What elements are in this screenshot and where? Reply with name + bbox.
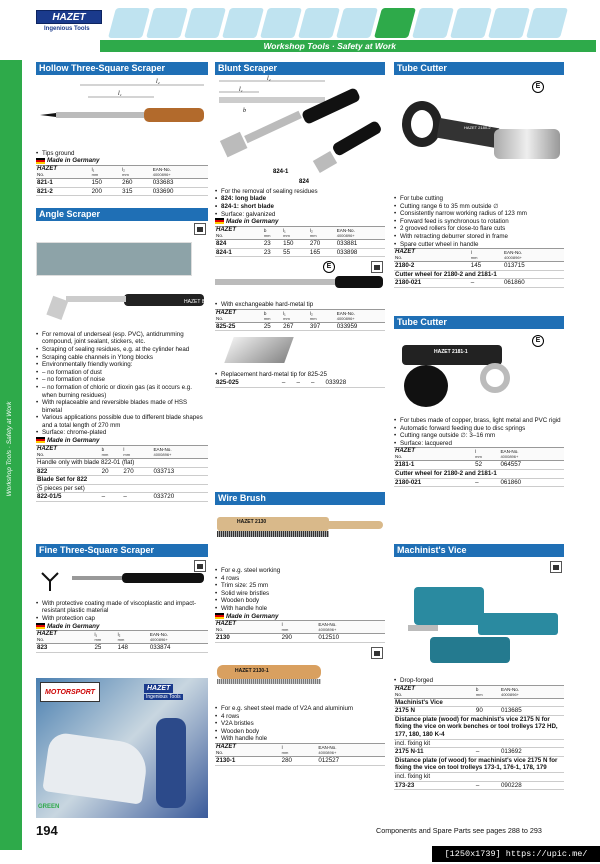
- e-mark-icon: E: [323, 261, 335, 273]
- wire-brush-section: [215, 492, 385, 766]
- feature-item: • Scraping of sealing residues, e.g. at the cylinder head: [36, 346, 208, 354]
- table-row: 824-1 23 55 165 033898: [215, 248, 385, 257]
- section-title: Tube Cutter: [394, 316, 564, 329]
- feature-item: • With handle hole: [215, 735, 385, 743]
- row-group-label: Cutter wheel for 2180-2 and 2181-1: [394, 270, 564, 279]
- feature-item: • Drop-forged: [394, 677, 564, 685]
- logo-text: HAZET: [36, 10, 102, 24]
- feature-item: • Surface: chrome-plated: [36, 429, 208, 437]
- row-group-label: Cutter wheel for 2180-2 and 2181-1: [394, 469, 564, 478]
- svg-text:l₂: l₂: [267, 76, 271, 82]
- feature-item: • Surface: lacquered: [394, 440, 564, 448]
- feature-item: • 2 grooved rollers for close-to flare cuts: [394, 225, 564, 233]
- page-number: 194: [36, 823, 58, 838]
- row-group-label: incl. fixing kit: [394, 739, 564, 748]
- table-row: 821-1 150 260 033683: [36, 179, 208, 188]
- wire-brush-image: HAZET 2130: [215, 505, 385, 567]
- row-group-label: Distance plate (of wood) for machinist's vice 2175 N for fixing the vice on tool trolleys 173-1, 176-1, 178, 179: [394, 756, 564, 772]
- table-row: 2130 290 012510: [215, 634, 385, 643]
- category-tab-icon[interactable]: [222, 8, 264, 38]
- made-in-germany: Made in Germany: [36, 623, 208, 631]
- feature-item: • Spare cutter wheel in handle: [394, 241, 564, 249]
- tube-cutter-image-1: E HAZET 2180-2: [394, 75, 564, 195]
- category-tab-icon[interactable]: [450, 8, 492, 38]
- row-group-label: Blade Set for 822: [36, 476, 208, 485]
- blunt-scraper-image: [215, 75, 385, 185]
- feature-item: • With protective coating made of viscoplastic and impact-resistant plastic material: [36, 600, 208, 615]
- blister-pack-icon: [371, 261, 383, 273]
- spec-table: HAZET No. l mm EAN-No. 4000896+ 2130-1 280 012527: [215, 743, 385, 766]
- tube-cutter-section-2: [394, 316, 564, 487]
- table-row: 2180-021 – 061860: [394, 478, 564, 487]
- section-title: Fine Three-Square Scraper: [36, 544, 208, 557]
- blister-pack-icon: [194, 223, 206, 235]
- sidebar-text: Workshop Tools · Safety at Work: [6, 401, 13, 497]
- table-row: 173-23 – 090228: [394, 781, 564, 790]
- feature-item: • Environmentally friendly working:: [36, 361, 208, 369]
- watermark: [1250x1739] https://upic.me/: [432, 846, 600, 862]
- section-title: Wire Brush: [215, 492, 385, 505]
- logo-subtitle: Ingenious Tools: [44, 26, 90, 32]
- feature-item: • Tips ground: [36, 150, 208, 158]
- motorsport-partner-logo: MOTORSPORT: [40, 682, 100, 702]
- category-tab-icon[interactable]: [260, 8, 302, 38]
- feature-item: • 824: long blade: [215, 195, 385, 203]
- svg-text:824-1: 824-1: [273, 169, 289, 175]
- feature-item: • Consistently narrow working radius of 123 mm: [394, 210, 564, 218]
- feature-list: [215, 567, 385, 613]
- table-row: 2175 N 90 013685: [394, 707, 564, 716]
- blister-pack-icon: [194, 560, 206, 572]
- table-row: 2181-1 52 064557: [394, 461, 564, 470]
- blister-pack-icon: [550, 561, 562, 573]
- spec-table: HAZET No. l mm EAN-No. 4000896+ 2180-2 145 013715 Cutter wheel for 2180-2 and 2181-1 2180-021 – 061860: [394, 248, 564, 288]
- fine-scraper-image: [36, 557, 208, 597]
- table-row: 2180-021 – 061860: [394, 279, 564, 288]
- hard-metal-tip-image: [215, 331, 385, 371]
- table-row: 824 23 150 270 033881: [215, 239, 385, 248]
- header-title: Workshop Tools · Safety at Work: [263, 41, 396, 51]
- feature-item: • Cutting range outside ∅: 3–16 mm: [394, 432, 564, 440]
- svg-text:l₁: l₁: [239, 87, 243, 93]
- table-row: 825-025 – – – 033928: [215, 379, 385, 387]
- feature-item: • Cutting range 6 to 35 mm outside ∅: [394, 203, 564, 211]
- spec-table: HAZET No. l₁ mm l₂ mm EAN-No. 4000896+ 823 25 148 033874: [36, 630, 208, 653]
- feature-item: • With protection cap: [36, 615, 208, 623]
- feature-list: [215, 705, 385, 743]
- hollow-scraper-section: [36, 62, 208, 196]
- feature-item: • Replacement hard-metal tip for 825-25: [215, 371, 385, 379]
- category-tab-icon[interactable]: [184, 8, 226, 38]
- feature-item: • V2A bristles: [215, 720, 385, 728]
- feature-list: [394, 417, 564, 447]
- feature-item: • With exchangeable hard-metal tip: [215, 301, 385, 309]
- row-group-label: incl. fixing kit: [394, 772, 564, 781]
- made-in-germany: Made in Germany: [36, 157, 208, 165]
- category-tab-active[interactable]: [374, 8, 416, 38]
- svg-text:l₂: l₂: [156, 79, 160, 85]
- feature-item: • With retracting deburrer stored in frame: [394, 233, 564, 241]
- category-tab-icon[interactable]: [412, 8, 454, 38]
- feature-item: • Surface: galvanized: [215, 211, 385, 219]
- feature-item: • 824-1: short blade: [215, 203, 385, 211]
- feature-item: • 4 rows: [215, 575, 385, 583]
- feature-item: • Wooden body: [215, 728, 385, 736]
- tube-cutter-section-1: [394, 62, 564, 288]
- row-group-label: Machinist's Vice: [394, 698, 564, 707]
- category-tab-icon[interactable]: [488, 8, 530, 38]
- feature-item: • For tubes made of copper, brass, light metal and PVC rigid: [394, 417, 564, 425]
- spec-table: HAZET No. l₁ mm l₂ mm EAN-No. 4000896+ 821-1 150 260 033683 821-2 200 315 033690: [36, 165, 208, 196]
- section-title: Machinist's Vice: [394, 544, 564, 557]
- feature-subitem: • – no formation of noise: [36, 376, 208, 384]
- table-row: 822-01/5 – – 033720: [36, 493, 208, 502]
- blister-pack-icon: [371, 647, 383, 659]
- category-tab-icon[interactable]: [526, 8, 568, 38]
- feature-item: • With handle hole: [215, 605, 385, 613]
- category-tab-icon[interactable]: [108, 8, 150, 38]
- feature-item: • For e.g. steel working: [215, 567, 385, 575]
- table-row: 823 25 148 033874: [36, 644, 208, 653]
- hazet-badge: HAZET Ingenious Tools: [146, 685, 181, 700]
- feature-item: • For removal of underseal (esp. PVC), antidrumming compound, joint sealant, stickers, etc.: [36, 331, 208, 346]
- feature-item: • With replaceable and reversible blades made of HSS bimetal: [36, 399, 208, 414]
- feature-item: • For tube cutting: [394, 195, 564, 203]
- section-title: Tube Cutter: [394, 62, 564, 75]
- feature-list: [36, 331, 208, 437]
- feature-item: • Various applications possible due to different blade shapes and a total length of 270 mm: [36, 414, 208, 429]
- feature-item: • Trim size: 25 mm: [215, 582, 385, 590]
- spec-table: HAZET No. b mm l mm EAN-No. 4000896+ Handle only with blade 822-01 (flat) 822 20 270 033713 Blade Set for 822 (5 pieces per set) 822-01/5 – – 033720: [36, 445, 208, 502]
- table-row: 2130-1 280 012527: [215, 756, 385, 765]
- made-in-germany: Made in Germany: [215, 613, 385, 621]
- feature-list: [215, 188, 385, 218]
- row-group-label: Distance plate (wood) for machinist's vice 2175 N for fixing the vice on work benches or tool trolleys 172 HD, 177, 180, 180 K-4: [394, 715, 564, 739]
- feature-list: [36, 600, 208, 623]
- angle-scraper-section: [36, 208, 208, 502]
- hazet-logo: [36, 10, 106, 36]
- wire-brush-image-2: HAZET 2130-1: [215, 643, 385, 705]
- table-row: 2180-2 145 013715: [394, 262, 564, 271]
- feature-item: • For e.g. sheet steel made of V2A and aluminium: [215, 705, 385, 713]
- table-row: 825-25 25 267 397 033959: [215, 322, 385, 331]
- footer-reference: Components and Spare Parts see pages 288 to 293: [376, 826, 542, 835]
- row-group-label: (5 pieces per set): [36, 484, 208, 493]
- feature-item: • Solid wire bristles: [215, 590, 385, 598]
- feature-item: • For the removal of sealing residues: [215, 188, 385, 196]
- feature-subitem: • – no formation of dust: [36, 369, 208, 377]
- row-group-label: Handle only with blade 822-01 (flat): [36, 458, 208, 467]
- spec-table: [215, 379, 385, 388]
- table-row: 2175 N-11 – 013692: [394, 748, 564, 757]
- e-mark-icon: E: [532, 81, 544, 93]
- made-in-germany: Made in Germany: [36, 437, 208, 445]
- feature-item: • Automatic forward feeding due to disc springs: [394, 425, 564, 433]
- feature-item: • Scraping cable channels in Ytong blocks: [36, 354, 208, 362]
- section-title: Blunt Scraper: [215, 62, 385, 75]
- spec-table: HAZET No. b mm l₁ mm l₂ mm EAN-No. 4000896+ 825-25 25 267 397 033959: [215, 309, 385, 332]
- made-in-germany: Made in Germany: [215, 218, 385, 226]
- e-mark-icon: E: [532, 335, 544, 347]
- feature-list: [215, 371, 385, 379]
- tube-cutter-image-2: E HAZET 2181-1: [394, 329, 564, 417]
- category-tab-icon[interactable]: [146, 8, 188, 38]
- angle-scraper-image: [36, 276, 208, 328]
- car-livery-text: GREEN: [38, 804, 60, 810]
- svg-text:824: 824: [299, 179, 310, 185]
- feature-item: • Wooden body: [215, 597, 385, 605]
- feature-list: [394, 677, 564, 685]
- feature-list: [36, 150, 208, 158]
- category-tabs: [108, 8, 596, 40]
- race-car: [42, 731, 149, 804]
- spec-table: HAZET No. b mm EAN-No. 4000896+ Machinist's Vice 2175 N 90 013685 Distance plate (wood) for machinist's vice 2175 N for fixing the vice on work benches or tool trolleys 172 HD, 177, 180, 180 K-4 incl. fixing kit 2175 N-11 – 013692 Distance plate (of wood) for machinist's vice 2175 N for fixing the vice on tool trolleys 173-1, 176-1, 178, 179 incl. fixing kit 173-23 – 090228: [394, 685, 564, 791]
- spec-table: HAZET No. b mm l₁ mm l₂ mm EAN-No. 4000896+ 824 23 150 270 033881 824-1 23 55 165 033898: [215, 226, 385, 257]
- feature-list: [394, 195, 564, 248]
- spec-table: HAZET No. l mm EAN-No. 4000896+ 2181-1 52 064557 Cutter wheel for 2180-2 and 2181-1 2180-021 – 061860: [394, 447, 564, 487]
- machinists-vice-section: [394, 544, 564, 790]
- category-tab-icon[interactable]: [298, 8, 340, 38]
- section-title: Hollow Three-Square Scraper: [36, 62, 208, 75]
- blunt-scraper-section: [215, 62, 385, 388]
- svg-text:HAZET 822: HAZET 822: [184, 299, 208, 305]
- table-row: 822 20 270 033713: [36, 467, 208, 476]
- section-title: Angle Scraper: [36, 208, 208, 221]
- application-photos: [36, 242, 192, 276]
- category-tab-icon[interactable]: [336, 8, 378, 38]
- vice-image: [394, 557, 564, 677]
- feature-subitem: • – no formation of chloric or dioxin gas (as it occurs e.g. when burning residues): [36, 384, 208, 399]
- feature-item: • 4 rows: [215, 713, 385, 721]
- svg-text:b: b: [243, 108, 246, 114]
- svg-text:l₁: l₁: [118, 91, 122, 97]
- motorsport-photo: [36, 678, 208, 818]
- hollow-scraper-image: [36, 75, 208, 147]
- spec-table: HAZET No. l mm EAN-No. 4000896+ 2130 290 012510: [215, 620, 385, 643]
- feature-item: • Forward feed is synchronous to rotation: [394, 218, 564, 226]
- hard-metal-scraper-image: [215, 257, 385, 301]
- driver: [156, 718, 186, 808]
- fine-scraper-section: [36, 544, 208, 653]
- table-row: 821-2 200 315 033690: [36, 187, 208, 196]
- feature-list: [215, 301, 385, 309]
